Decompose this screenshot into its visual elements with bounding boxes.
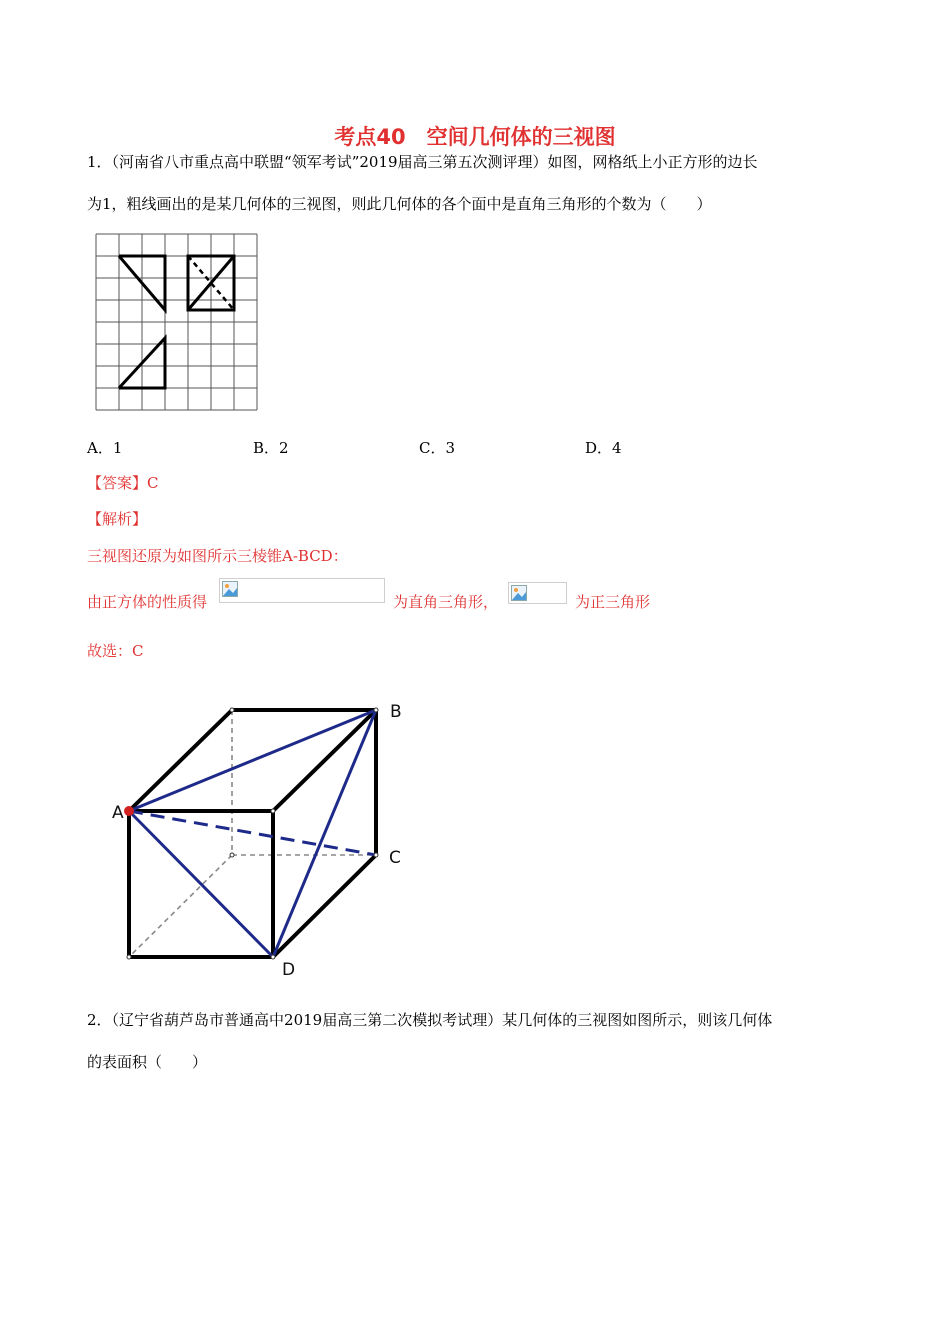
q1-analysis-line2c: 为正三角形 [575,593,651,611]
q1-stem-line1: 1．（河南省八市重点高中联盟“领军考试”2019届高三第五次测评理）如图，网格纸上小正方形的边长 [87,153,758,171]
q1-option-a: A．1 [87,439,123,457]
broken-image-icon [511,585,527,601]
q1-option-d: D．4 [585,439,622,457]
vertex-label-d: D [282,960,296,980]
q1-conclusion: 故选：C [87,642,144,660]
q2-stem-line1: 2．（辽宁省葫芦岛市普通高中2019届高三第二次模拟考试理）某几何体的三视图如图所示，则该几何体 [87,1011,773,1029]
q1-option-b: B．2 [253,439,289,457]
q2-stem-line2: 的表面积（ ） [87,1053,208,1071]
formula-image-placeholder-2 [508,582,567,604]
q1-analysis-line2a: 由正方体的性质得 [87,593,208,611]
q1-answer: 【答案】C [87,474,159,492]
vertex-label-a: A [112,803,124,823]
vertex-a-dot [124,806,134,816]
cube-tetrahedron-figure [100,690,420,990]
q1-stem-line2: 为1，粗线画出的是某几何体的三视图，则此几何体的各个面中是直角三角形的个数为（ ） [87,195,712,213]
q1-option-c: C．3 [419,439,456,457]
q1-analysis-line2b: 为直角三角形， [393,593,499,611]
q1-analysis-line1: 三视图还原为如图所示三棱锥A-BCD： [87,547,348,565]
vertex-label-b: B [390,702,402,722]
q1-analysis-label: 【解析】 [87,510,148,528]
vertex-label-c: C [389,848,401,868]
broken-image-icon [222,581,238,597]
formula-image-placeholder [219,578,385,603]
three-view-grid-figure [95,233,259,411]
page-title: 考点40 空间几何体的三视图 [334,125,616,149]
